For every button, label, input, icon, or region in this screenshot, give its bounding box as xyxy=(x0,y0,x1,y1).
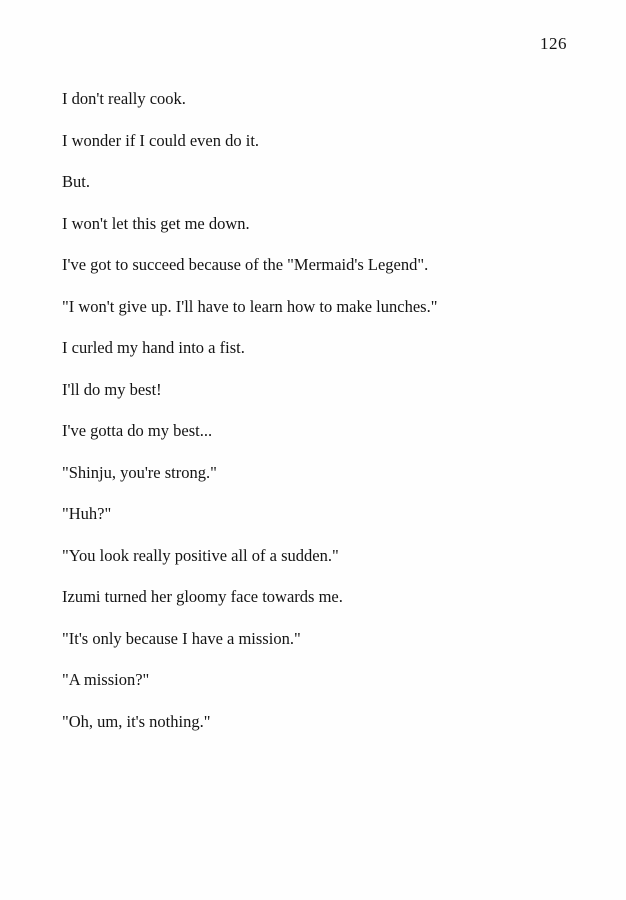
paragraph-line: I've got to succeed because of the "Mermaid's Legend". xyxy=(62,255,429,274)
paragraph-line: "It's only because I have a mission." xyxy=(62,628,301,648)
page-number: 126 xyxy=(540,34,567,53)
paragraph-line: I wonder if I could even do it. xyxy=(62,130,260,150)
paragraph-line: "A mission?" xyxy=(62,670,150,689)
paragraph-line: "I won't give up. I'll have to learn how to make lunches." xyxy=(62,296,438,316)
paragraph-line: I'll do my best! xyxy=(62,379,162,399)
paragraph-line: But. xyxy=(62,172,90,191)
paragraph-line: I've gotta do my best... xyxy=(62,421,213,440)
paragraph-line: I don't really cook. xyxy=(62,89,186,108)
paragraph-line: I curled my hand into a fist. xyxy=(62,338,245,357)
paragraph-line: "Shinju, you're strong." xyxy=(62,462,217,482)
paragraph-line: "Oh, um, it's nothing." xyxy=(62,711,211,731)
paragraph-line: Izumi turned her gloomy face towards me. xyxy=(62,587,343,606)
paragraph-line: I won't let this get me down. xyxy=(62,213,250,233)
text-body xyxy=(62,78,586,742)
paragraph-line: "Huh?" xyxy=(62,504,112,523)
paragraph-line: "You look really positive all of a sudden." xyxy=(62,545,339,565)
